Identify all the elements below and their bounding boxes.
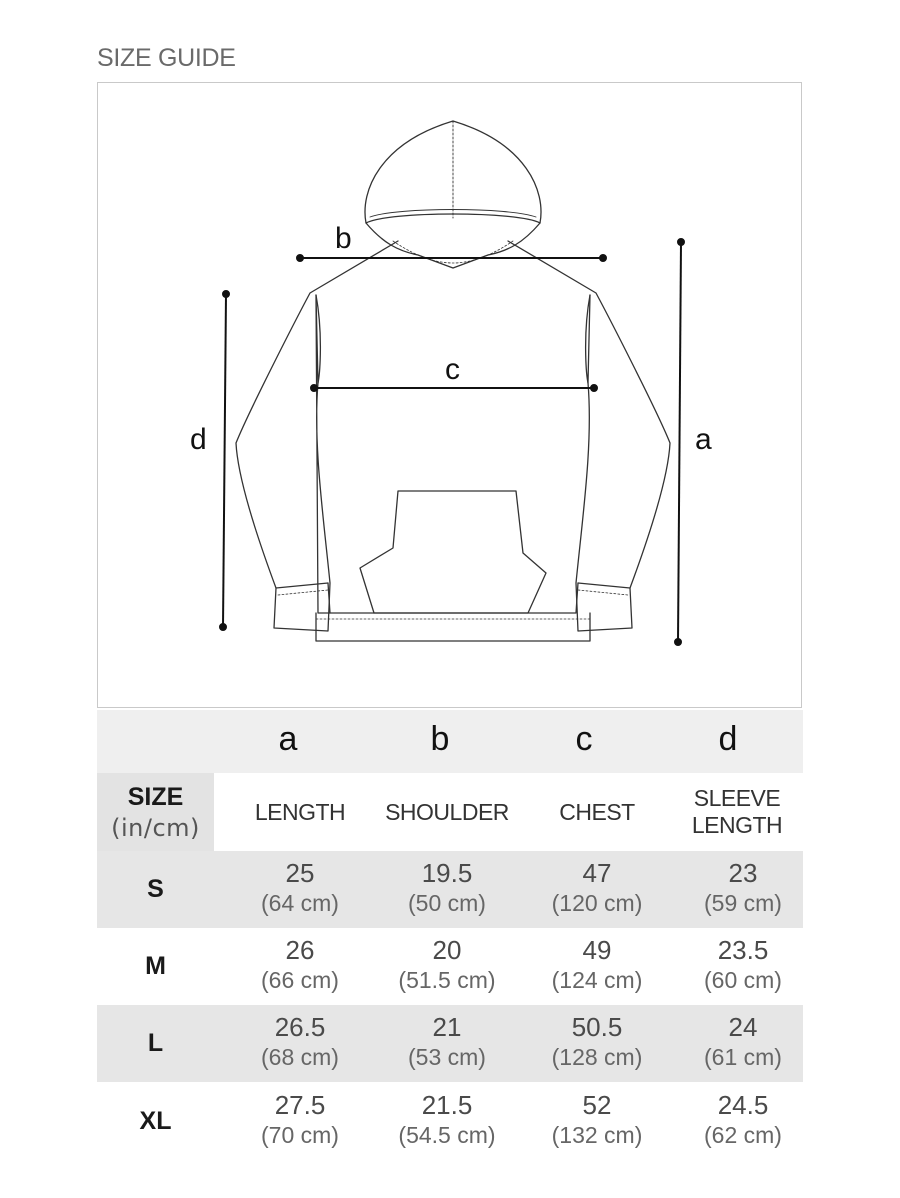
value-inches: 19.5 <box>421 858 473 888</box>
table-row <box>97 928 803 1005</box>
size-label: XL <box>139 1107 172 1135</box>
cell-sleeve-length <box>668 935 818 995</box>
hoodie-diagram <box>97 82 802 708</box>
table-row <box>97 1083 803 1160</box>
label-c: c <box>445 353 460 386</box>
value-inches: 21 <box>432 1012 462 1042</box>
value-cm: (128 cm) <box>551 1044 643 1070</box>
value-cm: (53 cm) <box>408 1044 486 1070</box>
unit-header: (in/cm) <box>111 814 200 842</box>
size-label: L <box>147 1029 164 1057</box>
value-inches: 21.5 <box>421 1090 473 1120</box>
value-inches: 27.5 <box>274 1090 326 1120</box>
value-cm: (70 cm) <box>261 1122 339 1148</box>
value-cm: (132 cm) <box>551 1122 643 1148</box>
value-inches: 23.5 <box>717 935 769 965</box>
cell-length <box>225 1012 375 1072</box>
column-header-sleeve-length: SLEEVE LENGTH <box>691 785 783 838</box>
value-inches: 23 <box>728 858 758 888</box>
cell-length <box>225 935 375 995</box>
cell-sleeve-length <box>668 1090 818 1150</box>
value-cm: (50 cm) <box>408 890 486 916</box>
column-header-shoulder: SHOULDER <box>385 798 509 825</box>
value-cm: (66 cm) <box>261 967 339 993</box>
cell-chest <box>522 858 672 918</box>
letter-d: d <box>718 720 738 758</box>
value-cm: (60 cm) <box>704 967 782 993</box>
size-header-cell <box>97 773 214 851</box>
value-inches: 25 <box>285 858 315 888</box>
value-inches: 24.5 <box>717 1090 769 1120</box>
value-cm: (68 cm) <box>261 1044 339 1070</box>
value-cm: (62 cm) <box>704 1122 782 1148</box>
column-header-length: LENGTH <box>254 798 346 825</box>
kangaroo-pocket <box>360 491 546 613</box>
table-row <box>97 1005 803 1082</box>
value-inches: 49 <box>582 935 612 965</box>
size-label: M <box>145 952 166 980</box>
value-cm: (59 cm) <box>704 890 782 916</box>
letter-b: b <box>430 720 450 758</box>
label-a: a <box>695 423 712 456</box>
value-inches: 52 <box>582 1090 612 1120</box>
cell-shoulder <box>372 1012 522 1072</box>
value-inches: 26 <box>285 935 315 965</box>
cell-sleeve-length <box>668 1012 818 1072</box>
hood-outline <box>365 121 541 223</box>
page-title: SIZE GUIDE <box>97 44 236 72</box>
value-cm: (54.5 cm) <box>398 1122 496 1148</box>
value-cm: (51.5 cm) <box>398 967 496 993</box>
cell-chest <box>522 1012 672 1072</box>
value-inches: 50.5 <box>571 1012 623 1042</box>
cell-length <box>225 1090 375 1150</box>
cell-sleeve-length <box>668 858 818 918</box>
letter-c: c <box>575 720 593 758</box>
value-cm: (124 cm) <box>551 967 643 993</box>
label-b: b <box>335 222 352 255</box>
table-header-row <box>97 773 803 851</box>
value-cm: (120 cm) <box>551 890 643 916</box>
column-header-chest: CHEST <box>559 798 635 825</box>
value-inches: 20 <box>432 935 462 965</box>
cell-shoulder <box>372 1090 522 1150</box>
value-inches: 24 <box>728 1012 758 1042</box>
size-header: SIZE <box>127 783 184 811</box>
measurement-letters-row <box>97 710 803 773</box>
size-label: S <box>147 875 164 903</box>
value-cm: (61 cm) <box>704 1044 782 1070</box>
table-row <box>97 851 803 928</box>
cell-length <box>225 858 375 918</box>
cell-shoulder <box>372 935 522 995</box>
cell-chest <box>522 1090 672 1150</box>
cell-shoulder <box>372 858 522 918</box>
value-cm: (64 cm) <box>261 890 339 916</box>
body-outline <box>236 241 670 631</box>
value-inches: 26.5 <box>274 1012 326 1042</box>
letter-a: a <box>278 720 298 758</box>
cell-chest <box>522 935 672 995</box>
value-inches: 47 <box>582 858 612 888</box>
label-d: d <box>190 423 207 456</box>
